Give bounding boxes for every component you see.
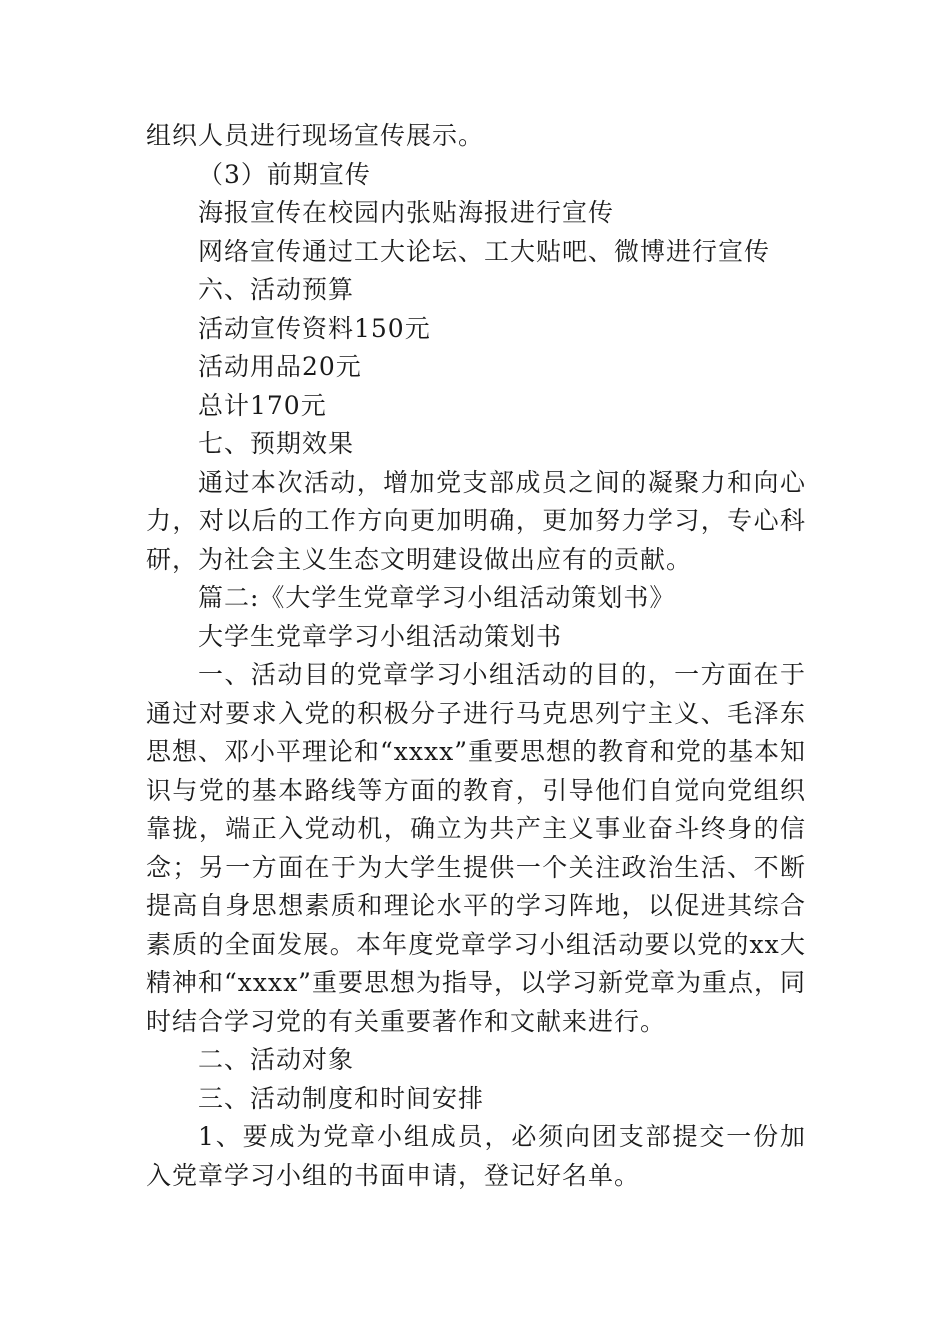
paragraph: （3）前期宣传 (198, 159, 371, 189)
paragraph: 1、要成为党章小组成员，必须向团支部提交一份加入党章学习小组的书面申请，登记好名单。 (146, 1122, 806, 1190)
section-heading: 七、预期效果 (198, 429, 355, 458)
paragraph: 总计170元 (198, 390, 327, 420)
document-title: 大学生党章学习小组活动策划书 (198, 621, 563, 651)
paragraph: 一、活动目的党章学习小组活动的目的，一方面在于通过对要求入党的积极分子进行马克思列宁主义、毛泽东思想、邓小平理论和“xxxx”重要思想的教育和党的基本知识与党的基本路线等方面的教育，引导他们自觉向党组织靠拢，端正入党动机，确立为共产主义事业奋斗终身的信念；另一方面在于为大学生提供一个关注政治生活、不断提高自身思想素质和理论水平的学习阵地，以促进其综合素质的全面发展。本年度党章学习小组活动要以党的xx大精神和“xxxx”重要思想为指导，以学习新党章为重点，同时结合学习党的有关重要著作和文献来进行。 (146, 660, 806, 1036)
section-heading: 二、活动对象 (198, 1045, 355, 1074)
paragraph: 活动宣传资料150元 (198, 313, 431, 343)
paragraph: 通过本次活动，增加党支部成员之间的凝聚力和向心力，对以后的工作方向更加明确，更加努力学习，专心科研，为社会主义生态文明建设做出应有的贡献。 (146, 467, 806, 574)
paragraph: 活动用品20元 (198, 352, 362, 381)
chapter-heading: 篇二:《大学生党章学习小组活动策划书》 (198, 583, 676, 612)
document-body (146, 117, 806, 1195)
paragraph: 海报宣传在校园内张贴海报进行宣传 (198, 198, 615, 227)
section-heading: 六、活动预算 (198, 275, 355, 304)
paragraph: 网络宣传通过工大论坛、工大贴吧、微博进行宣传 (198, 236, 771, 266)
paragraph: 组织人员进行现场宣传展示。 (146, 121, 485, 150)
section-heading: 三、活动制度和时间安排 (198, 1083, 485, 1113)
